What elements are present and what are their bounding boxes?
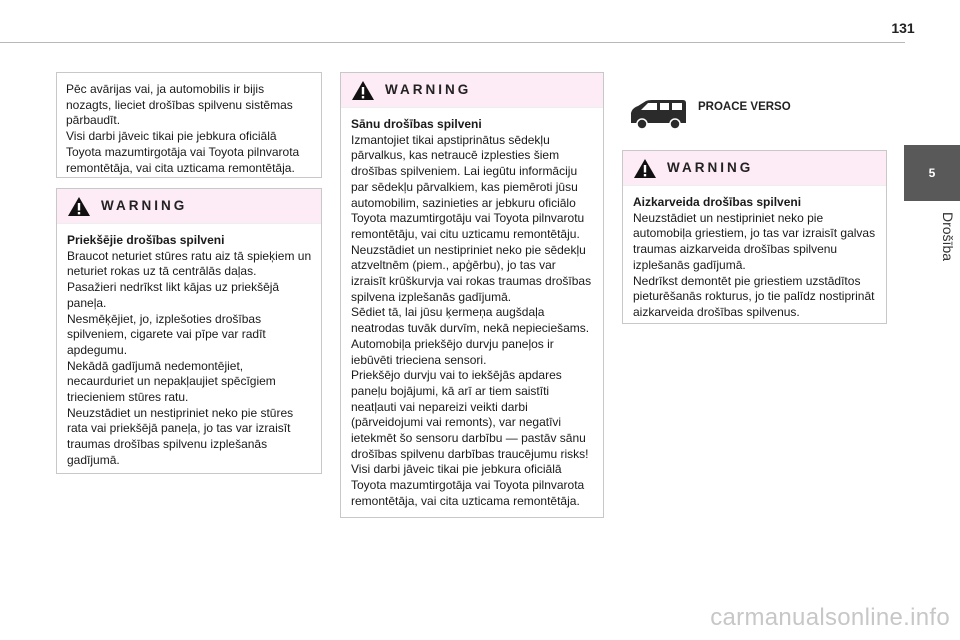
warning-header	[623, 151, 886, 186]
warning-body	[341, 108, 603, 518]
warning-subtitle: Aizkarveida drošības spilveni	[633, 195, 802, 209]
warning-subtitle: Sānu drošības spilveni	[351, 117, 482, 131]
warning-box-front-airbags	[56, 188, 322, 474]
warning-text: Izmantojiet tikai apstiprinātus sēdekļu pārvalkus, kas netraucē izplesties šiem drošības spilveniem. Lai iegūtu informāciju par sēdekļu pārvalkiem, kas piemēroti jūsu automobilim, sazinieties ar jebkuru oficiālo Toyota mazumtirgotāju vai Toyota pilnvarotu remontētāju, vai citu uzticamu remontētāju. Neuzstādiet un nestipriniet neko pie sēdekļu atzveltnēm (piem., apģērbu), jo tas var izraisīt krūškurvja vai rokas traumas drošības spilvena izplešanās gadījumā. Sēdiet tā, lai jūsu ķermeņa augšdaļa neatrodas tuvāk durvīm, nekā nepieciešams. Automobiļa priekšējo durvju paneļos ir iebūvēti trieciena sensori. Priekšējo durvju vai to iekšējās apdares paneļu bojājumi, kā arī ar tiem saistīti neatļauti vai nepareizi veikti darbi (pārveidojumi vai remonts), var negatīvi ietekmēt šo sensoru darbību — pastāv sānu drošības spilvenu darbības traucējumu risks! Visi darbi jāveic tikai pie jebkura oficiālā Toyota mazumtirgotāja vai Toyota pilnvarota remontētāja, vai cita uzticama remontētāja.	[351, 132, 592, 508]
header-rule	[0, 42, 905, 43]
warning-body	[57, 224, 321, 477]
page-number: 131	[891, 20, 915, 36]
warning-text: Neuzstādiet un nestipriniet neko pie automobiļa griestiem, jo tas var izraisīt galvas traumas aizkarveida drošības spilvenu izplešanās gadījumā. Nedrīkst demontēt pie griestiem uzstādītos pieturēšanās rokturus, jo tie palīdz nostiprināt aizkarveida drošības spilvenus.	[633, 210, 876, 319]
warning-title: WARNING	[101, 198, 188, 214]
warning-box-side-airbags	[340, 72, 604, 518]
chapter-tab[interactable]	[904, 145, 960, 201]
intro-text: Pēc avārijas vai, ja automobilis ir bijis nozagts, lieciet drošības spilvenu sistēmas pārbaudīt. Visi darbi jāveic tikai pie jebkura oficiālā Toyota mazumtirgotāja vai Toyota pilnvarota remontētāja, vai cita uzticama remontētāja.	[66, 82, 300, 175]
warning-triangle-icon	[351, 80, 375, 101]
chapter-number: 5	[928, 166, 936, 180]
warning-header	[341, 73, 603, 108]
warning-header	[57, 189, 321, 224]
watermark: carmanualsonline.info	[710, 604, 950, 631]
warning-text: Braucot neturiet stūres ratu aiz tā spieķiem un neturiet rokas uz tā centrālās daļas. Pasažieri nedrīkst likt kājas uz priekšējā paneļa. Nesmēķējiet, jo, izplešoties drošības spilveniem, cigarete vai pīpe var radīt apdegumu. Nekādā gadījumā nedemontējiet, necaurduriet un nepakļaujiet spēcīgiem triecieniem stūres ratu. Neuzstādiet un nestipriniet neko pie stūres rata vai priekšējā paneļa, jo tas var izraisīt traumas drošības spilvenu izplešanās gadījumā.	[67, 248, 312, 467]
warning-title: WARNING	[667, 160, 754, 176]
intro-box	[56, 72, 322, 178]
warning-triangle-icon	[67, 196, 91, 217]
warning-subtitle: Priekšējie drošības spilveni	[67, 233, 225, 247]
chapter-title: Drošība	[940, 212, 956, 262]
warning-box-curtain-airbags	[622, 150, 887, 324]
vehicle-label: PROACE VERSO	[698, 101, 791, 113]
van-icon	[628, 97, 688, 131]
warning-body	[623, 186, 886, 329]
warning-title: WARNING	[385, 82, 472, 98]
warning-triangle-icon	[633, 158, 657, 179]
vehicle-row	[628, 96, 888, 132]
